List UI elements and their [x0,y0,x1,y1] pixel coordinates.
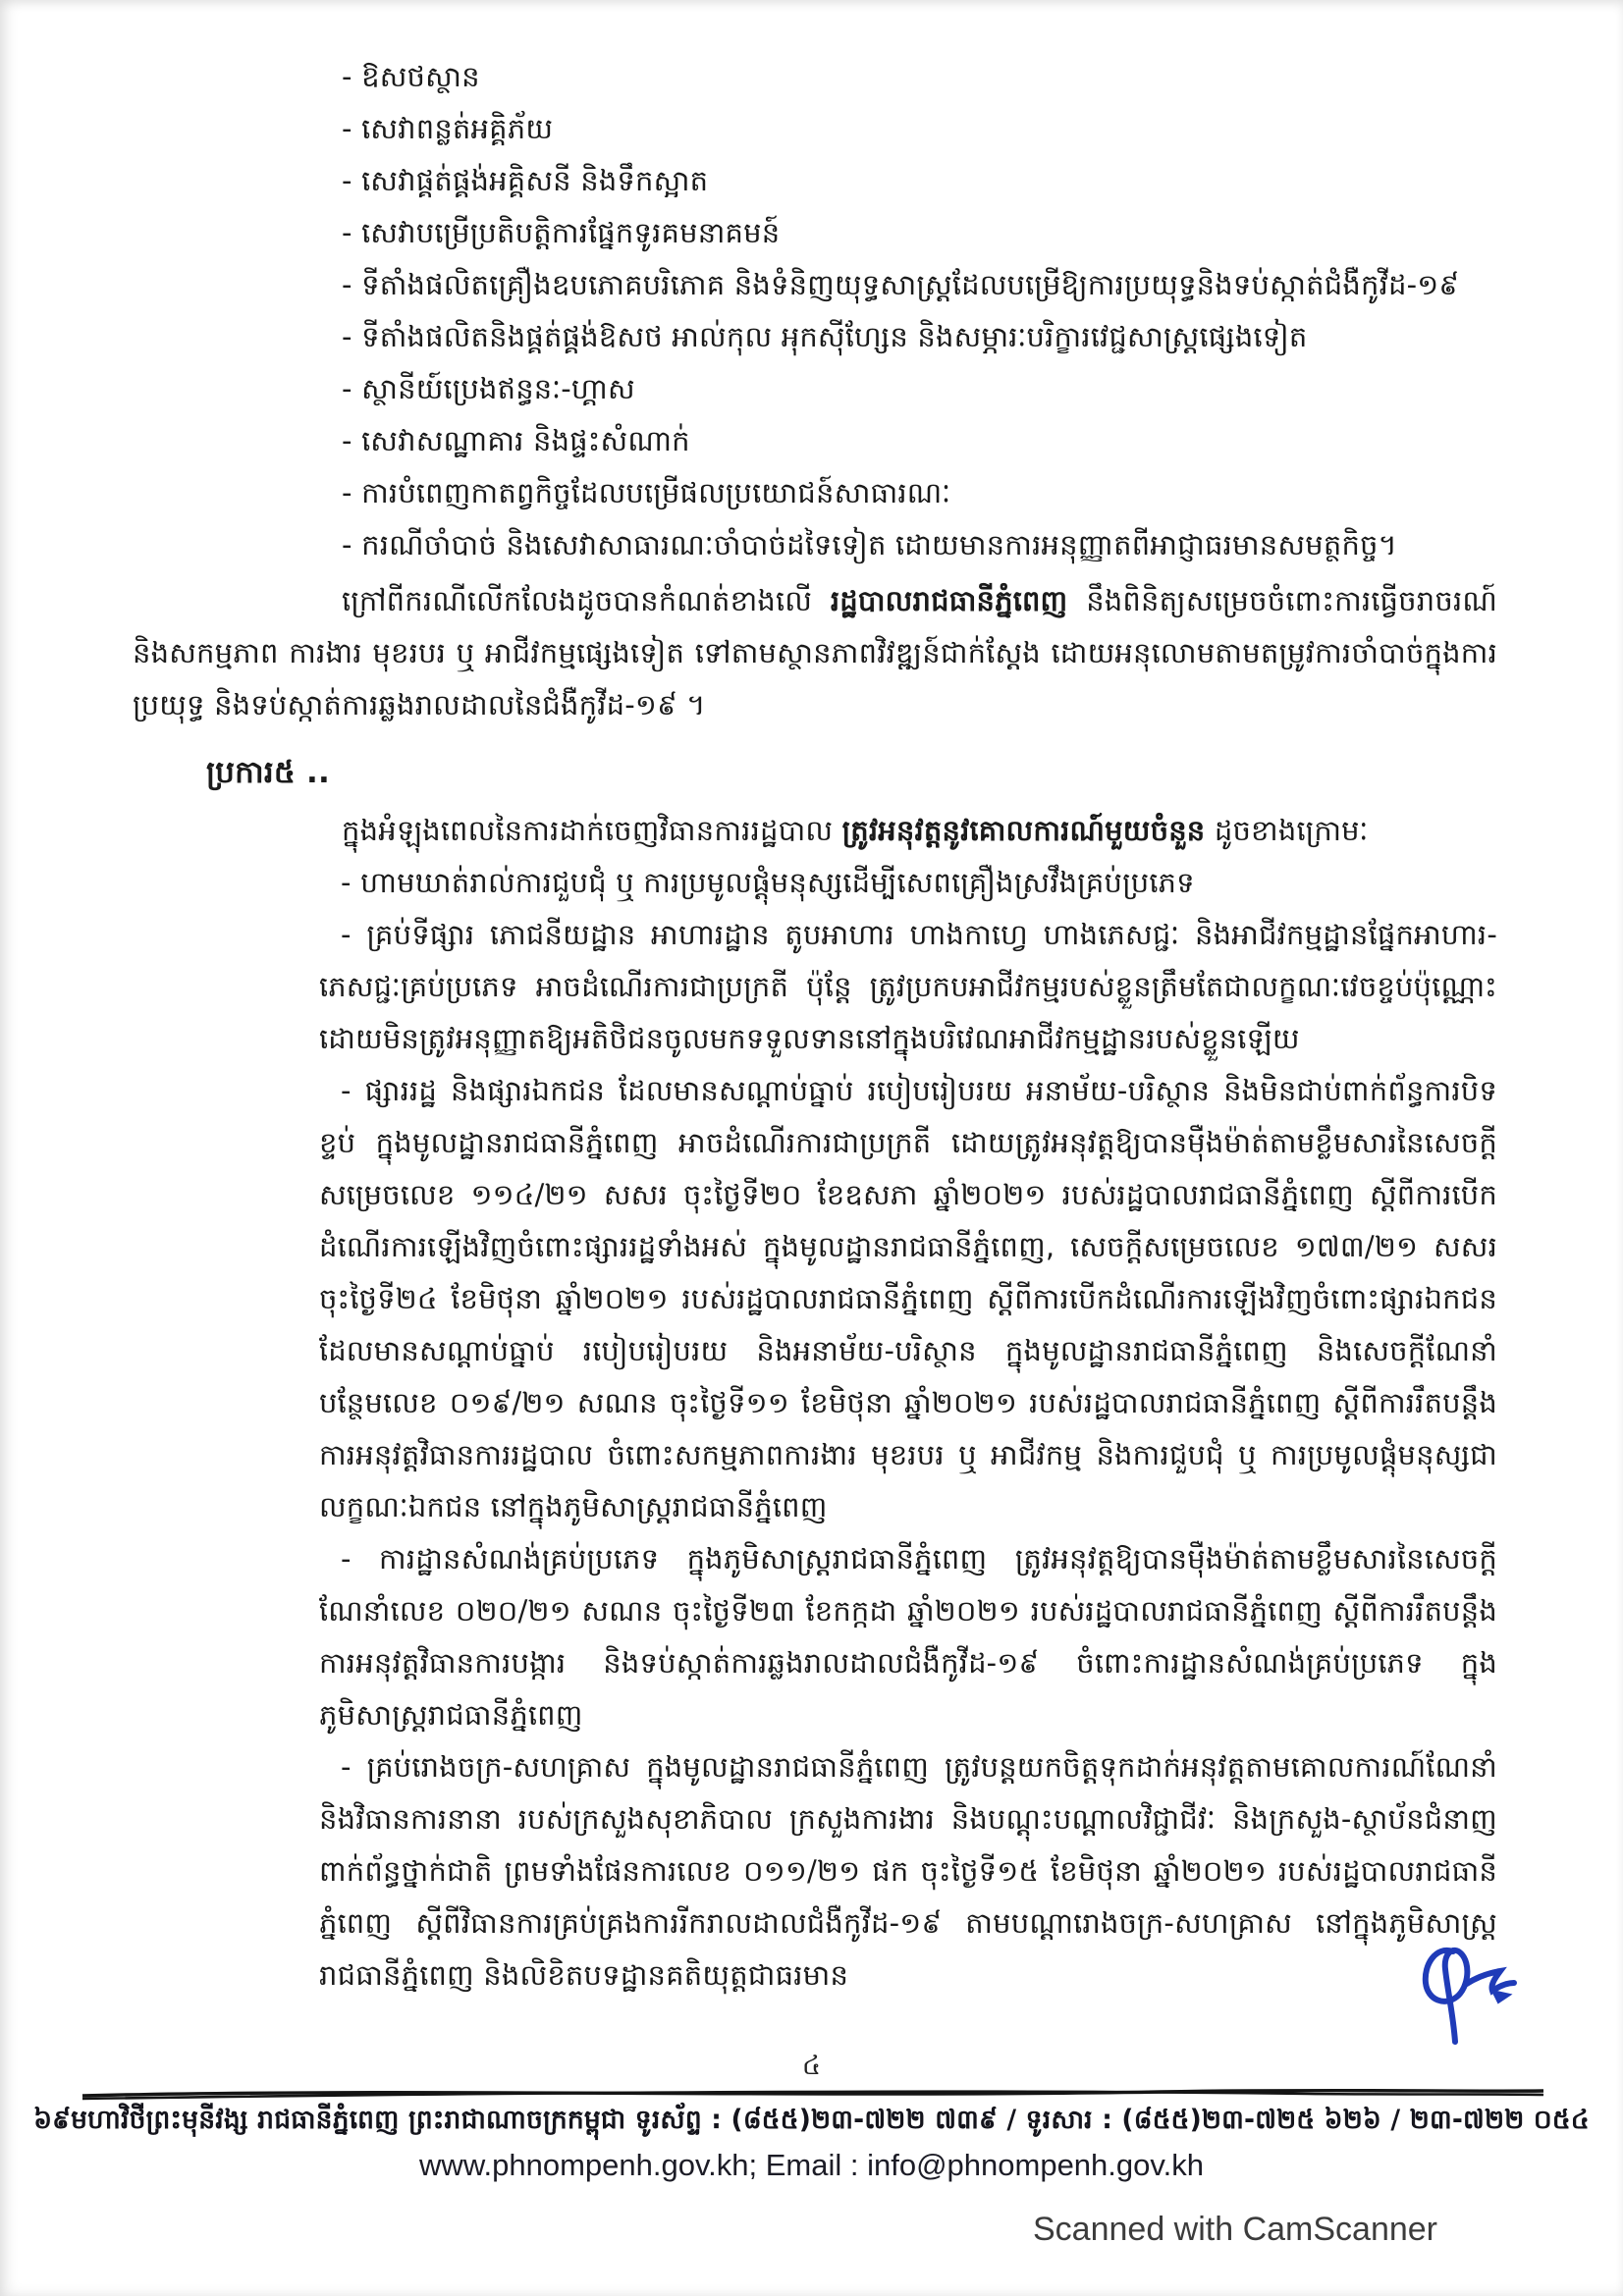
bold-phrase-phnom-penh-administration: រដ្ឋបាលរាជធានីភ្នំពេញ [830,584,1068,617]
list-item [342,51,1497,103]
bullet-text: ហាមឃាត់រាល់ការជួបជុំ ឬ ការប្រមូលផ្តុំមនុស្សដើម្បីសេពគ្រឿងស្រវឹងគ្រប់ប្រភេទ [360,866,1195,899]
list-item-text: ទីតាំងផលិតនិងផ្គត់ផ្គង់ឱសថ អាល់កុល អុកស៊ីហ្សែន និងសម្ភារៈបរិក្ខារវេជ្ជសាស្ត្រផ្សេងទៀត [361,320,1308,353]
list-item [342,519,1497,571]
page-number: ៤ [801,2051,822,2081]
bullet-dash: - [342,112,362,145]
article-5-bullet [319,1065,1497,1533]
bullet-dash: - [342,424,362,457]
list-item-text: ករណីចាំបាច់ និងសេវាសាធារណៈចាំបាច់ដទៃទៀត ដោយមានការអនុញ្ញាតពីអាជ្ញាធរមានសមត្ថកិច្ច។ [361,528,1397,561]
bullet-dash: - [342,60,362,93]
list-item-text: ទីតាំងផលិតគ្រឿងឧបភោគបរិភោគ និងទំនិញយុទ្ធសាស្ត្រដែលបម្រើឱ្យការប្រយុទ្ធនិងទប់ស្កាត់ជំងឺកូវីដ-១៩ [361,268,1460,301]
list-item-text: សេវាផ្គត់ផ្គង់អគ្គិសនី និងទឹកស្អាត [361,164,709,197]
list-item-text: សេវាពន្លត់អគ្គិភ័យ [361,112,554,145]
footer-divider-line [81,2085,1545,2101]
bullet-text: គ្រប់រោងចក្រ-សហគ្រាស ក្នុងមូលដ្ឋានរាជធានីភ្នំពេញ ត្រូវបន្តយកចិត្តទុកដាក់អនុវត្តតាមគោលការណ៍ណែនាំ និងវិធានការនានា របស់ក្រសួងសុខាភិបាល ក្រសួងការងារ និងបណ្តុះបណ្តាលវិជ្ជាជីវៈ និងក្រសួង-ស្ថាប័នជំនាញពាក់ព័ន្ធថ្នាក់ជាតិ ព្រមទាំងផែនការលេខ ០១១/២១ ផក ចុះថ្ងៃទី១៥ ខែមិថុនា ឆ្នាំ២០២១ របស់រដ្ឋបាលរាជធានីភ្នំពេញ ស្តីពីវិធានការគ្រប់គ្រងការរីករាលដាលជំងឺកូវីដ-១៩ តាមបណ្តារោងចក្រ-សហគ្រាស នៅក្នុងភូមិសាស្ត្ររាជធានីភ្នំពេញ និងលិខិតបទដ្ឋានគតិយុត្តជាធរមាន [319,1750,1497,1992]
list-item [342,467,1497,519]
list-item-text: សេវាបម្រើប្រតិបត្តិការផ្នែកទូរគមនាគមន៍ [361,216,781,249]
list-item-text: សេវាសណ្ឋាគារ និងផ្ទះសំណាក់ [361,424,690,457]
list-item [342,155,1497,207]
article-5-intro [342,805,1497,857]
bullet-dash: - [342,164,362,197]
list-item [342,259,1497,311]
exempt-activities-list [342,51,1497,571]
article-5-bullet [319,857,1497,909]
bullet-dash: - [342,528,362,561]
article-5-bullet [319,1533,1497,1741]
article-5-bullet [319,1741,1497,2002]
bold-phrase-principles: ត្រូវអនុវត្តនូវគោលការណ៍មួយចំនួន [841,814,1206,847]
list-item-text: ការបំពេញកាតព្វកិច្ចដែលបម្រើផលប្រយោជន៍សាធារណៈ [361,476,951,509]
camscanner-watermark: Scanned with CamScanner [1033,2211,1438,2248]
article-5-heading: ប្រការ៥ .. [206,755,330,790]
list-item [342,363,1497,415]
list-item [342,311,1497,363]
bullet-text: ការដ្ឋានសំណង់គ្រប់ប្រភេទ ក្នុងភូមិសាស្ត្ររាជធានីភ្នំពេញ ត្រូវអនុវត្តឱ្យបានម៉ឺងម៉ាត់តាមខ្លឹមសារនៃសេចក្តីណែនាំលេខ ០២០/២១ សណន ចុះថ្ងៃទី២៣ ខែកក្កដា ឆ្នាំ២០២១ របស់រដ្ឋបាលរាជធានីភ្នំពេញ ស្តីពីការរឹតបន្តឹងការអនុវត្តវិធានការបង្ការ និងទប់ស្កាត់ការឆ្លងរាលដាលជំងឺកូវីដ-១៩ ចំពោះការដ្ឋានសំណង់គ្រប់ប្រភេទ ក្នុងភូមិសាស្ត្ររាជធានីភ្នំពេញ [319,1542,1497,1732]
bullet-dash: - [342,320,362,353]
footer-website-email: www.phnompenh.gov.kh; Email : info@phnompenh.gov.kh [419,2148,1204,2182]
list-item-text: ឱសថស្ថាន [361,60,480,93]
bullet-dash: - [342,216,362,249]
paragraph-text: ក្រៅពីករណីលើកលែងដូចបានកំណត់ខាងលើ [342,584,831,617]
bullet-dash: - [342,372,362,405]
intro-text: ក្នុងអំឡុងពេលនៃការដាក់ចេញវិធានការរដ្ឋបាល [342,814,842,847]
bullet-dash: - [341,1750,367,1784]
paragraph-text: នឹងពិនិត្យសម្រេចចំពោះការធ្វើចរាចរណ៍ និងសកម្មភាព ការងារ មុខរបរ ឬ អាជីវកម្មផ្សេងទៀត ទៅតាមស្ថានភាពវិវឌ្ឍន៍ជាក់ស្តែង ដោយអនុលោមតាមតម្រូវការចាំបាច់ក្នុងការប្រយុទ្ធ និងទប់ស្កាត់ការឆ្លងរាលដាលនៃជំងឺកូវីដ-១៩ ។ [133,584,1497,721]
list-item [342,207,1497,259]
document-body [133,51,1497,2002]
bullet-dash: - [341,918,367,951]
bullet-dash: - [341,1074,365,1107]
bullet-dash: - [342,476,362,509]
bullet-text: គ្រប់ទីផ្សារ ភោជនីយដ្ឋាន អាហារដ្ឋាន តូបអាហារ ហាងកាហ្វេ ហាងភេសជ្ជៈ និងអាជីវកម្មដ្ឋានផ្នែកអាហារ-ភេសជ្ជៈគ្រប់ប្រភេទ អាចដំណើរការជាប្រក្រតី ប៉ុន្តែ ត្រូវប្រកបអាជីវកម្មរបស់ខ្លួនត្រឹមតែជាលក្ខណៈវេចខ្ចប់ប៉ុណ្ណោះ ដោយមិនត្រូវអនុញ្ញាតឱ្យអតិថិជនចូលមកទទួលទាននៅក្នុងបរិវេណអាជីវកម្មដ្ឋានរបស់ខ្លួនឡើយ [319,918,1497,1055]
closing-paragraph [133,575,1497,731]
signature-initial [1416,1932,1534,2055]
list-item-text: ស្ថានីយ៍ប្រេងឥន្ធនៈ-ហ្គាស [361,372,635,405]
footer-address-line: ៦៩មហាវិថីព្រះមុនីវង្ស រាជធានីភ្នំពេញ ព្រះរាជាណាចក្រកម្ពុជា ទូរស័ព្ទ : (៨៥៥)២៣-៧២២ ៧៣៩ / ទូរសារ : (៨៥៥)២៣-៧២៥ ៦២៦ / ២៣-៧២២ ០៥៤ [33,2105,1590,2135]
bullet-dash: - [341,1542,380,1575]
intro-text: ដូចខាងក្រោមៈ [1205,814,1369,847]
list-item [342,415,1497,467]
list-item [342,103,1497,155]
bullet-dash: - [342,268,362,301]
bullet-dash: - [341,866,361,899]
article-5-bullet [319,909,1497,1065]
bullet-text: ផ្សាររដ្ឋ និងផ្សារឯកជន ដែលមានសណ្តាប់ធ្នាប់ របៀបរៀបរយ អនាម័យ-បរិស្ថាន និងមិនជាប់ពាក់ព័ន្ធការបិទខ្ទប់ ក្នុងមូលដ្ឋានរាជធានីភ្នំពេញ អាចដំណើរការជាប្រក្រតី ដោយត្រូវអនុវត្តឱ្យបានម៉ឺងម៉ាត់តាមខ្លឹមសារនៃសេចក្តីសម្រេចលេខ ១១៤/២១ សសរ ចុះថ្ងៃទី២០ ខែឧសភា ឆ្នាំ២០២១ របស់រដ្ឋបាលរាជធានីភ្នំពេញ ស្តីពីការបើកដំណើរការឡើងវិញចំពោះផ្សាររដ្ឋទាំងអស់ ក្នុងមូលដ្ឋានរាជធានីភ្នំពេញ, សេចក្តីសម្រេចលេខ ១៧៣/២១ សសរ ចុះថ្ងៃទី២៤ ខែមិថុនា ឆ្នាំ២០២១ របស់រដ្ឋបាលរាជធានីភ្នំពេញ ស្តីពីការបើកដំណើរការឡើងវិញចំពោះផ្សារឯកជន ដែលមានសណ្តាប់ធ្នាប់ របៀបរៀបរយ និងអនាម័យ-បរិស្ថាន ក្នុងមូលដ្ឋានរាជធានីភ្នំពេញ និងសេចក្តីណែនាំបន្ថែមលេខ ០១៩/២១ សណន ចុះថ្ងៃទី១១ ខែមិថុនា ឆ្នាំ២០២១ របស់រដ្ឋបាលរាជធានីភ្នំពេញ ស្តីពីការរឹតបន្តឹងការអនុវត្តវិធានការរដ្ឋបាល ចំពោះសកម្មភាពការងារ មុខរបរ ឬ អាជីវកម្ម និងការជួបជុំ ឬ ការប្រមូលផ្តុំមនុស្សជាលក្ខណៈឯកជន នៅក្នុងភូមិសាស្ត្ររាជធានីភ្នំពេញ [319,1074,1497,1523]
